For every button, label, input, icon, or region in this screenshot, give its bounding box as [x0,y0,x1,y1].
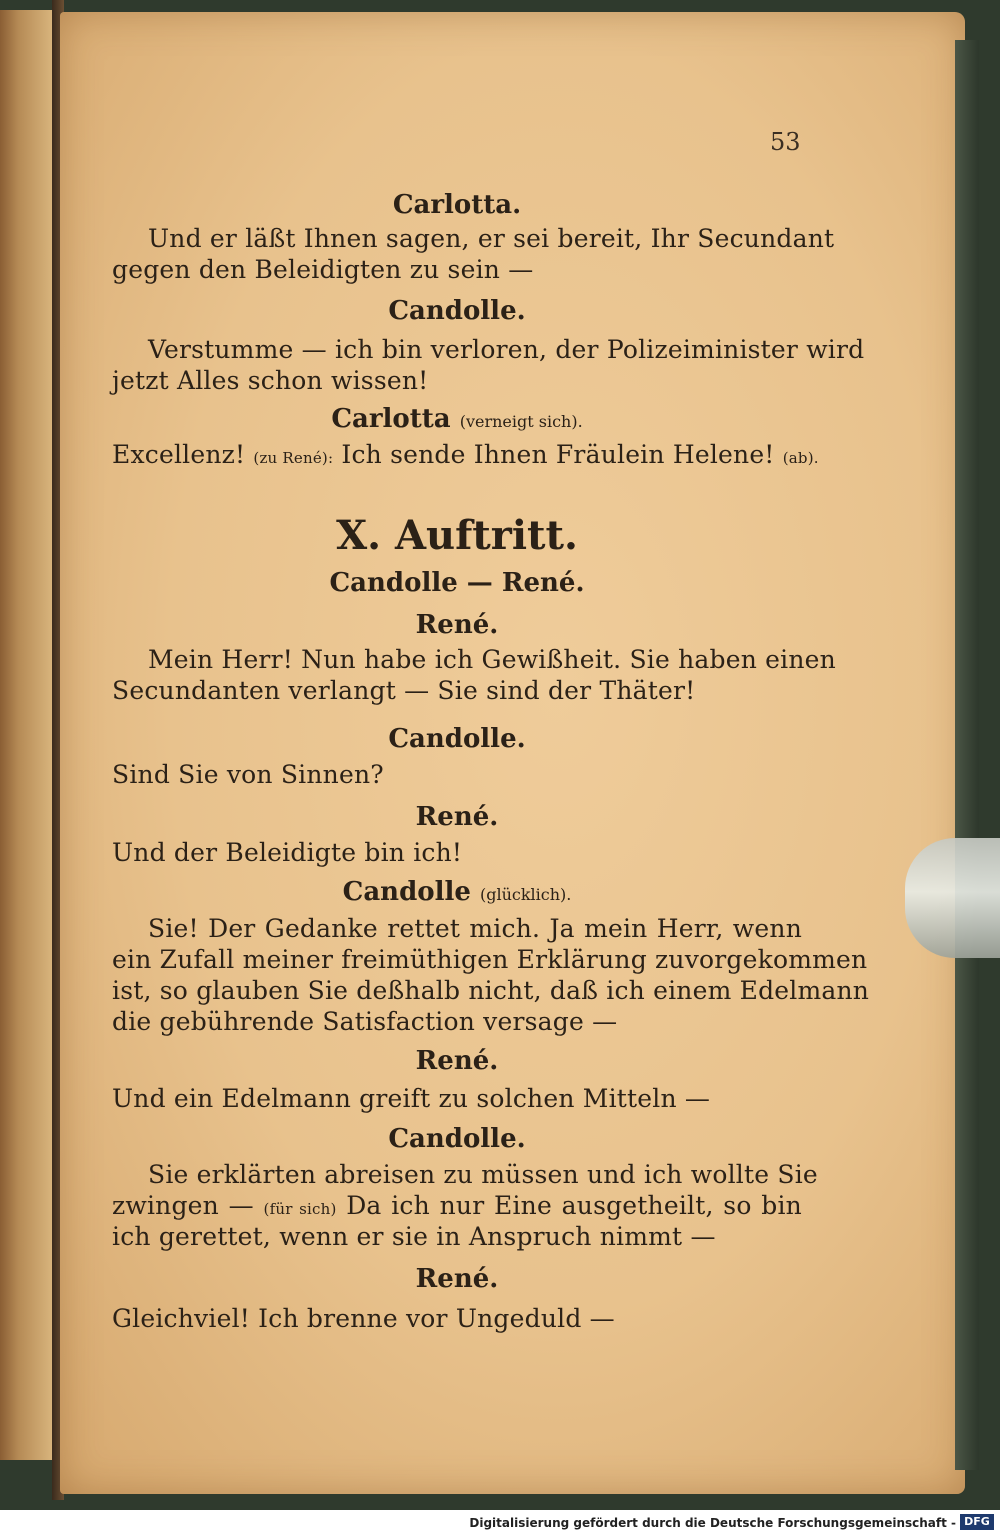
scene-title: X. Auftritt. [336,512,578,559]
text-line: ist, so glauben Sie deßhalb nicht, daß ich einem Edelmann [112,976,870,1005]
text-line: die gebührende Satisfaction versage — [112,1007,618,1036]
text-segment: zwingen — [112,1191,254,1220]
text-line: Verstumme — ich bin verloren, der Polizeiminister wird [148,335,865,364]
text-line: Sie erklärten abreisen zu müssen und ich wollte Sie [148,1160,818,1189]
speaker-name: Candolle [342,877,471,907]
text-line: Sie! Der Gedanke rettet mich. Ja mein Herr, wenn [148,914,802,943]
speaker-heading: Carlotta. [392,190,522,220]
text-line: gegen den Beleidigten zu sein — [112,255,534,284]
text-line-mixed [112,440,819,469]
speaker-heading: René. [415,1264,499,1294]
speaker-heading: Candolle. [388,724,526,754]
speaker-heading: René. [415,802,499,832]
page-stack-edge [955,40,979,1470]
text-line: Und er läßt Ihnen sagen, er sei bereit, Ihr Secundant [148,224,835,253]
text-segment: Da ich nur Eine ausgetheilt, so bin [346,1191,802,1220]
speaker-heading: René. [415,610,499,640]
left-page-edge [0,10,54,1460]
dfg-logo: DFG [960,1514,994,1530]
stage-direction: (verneigt sich). [459,412,583,431]
text-line-mixed [112,1191,802,1220]
text-line: ich gerettet, wenn er sie in Anspruch nimmt — [112,1222,716,1251]
text-segment: Ich sende Ihnen Fräulein Helene! [341,440,775,469]
text-line: Gleichviel! Ich brenne vor Ungeduld — [112,1304,615,1333]
stage-direction: (ab). [782,449,819,467]
text-line: Secundanten verlangt — Sie sind der Thäter! [112,676,696,705]
speaker-heading-with-direction [112,404,802,434]
page-clip [905,838,1000,958]
text-line: Und ein Edelmann greift zu solchen Mitteln — [112,1084,711,1113]
stage-direction: (für sich) [263,1200,337,1218]
text-line: Sind Sie von Sinnen? [112,760,384,789]
text-line: jetzt Alles schon wissen! [112,366,429,395]
page-number: 53 [770,128,801,156]
text-line: ein Zufall meiner freimüthigen Erklärung zuvorgekommen [112,945,868,974]
characters-heading: Candolle — René. [329,568,585,598]
speaker-heading: Candolle. [388,1124,526,1154]
stage-direction: (glücklich). [479,885,572,904]
speaker-heading: Candolle. [388,296,526,326]
text-line: Mein Herr! Nun habe ich Gewißheit. Sie haben einen [148,645,836,674]
stage-direction: (zu René): [253,449,334,467]
footer-credit: Digitalisierung gefördert durch die Deutsche Forschungsgemeinschaft - [469,1516,956,1530]
speaker-heading: René. [415,1046,499,1076]
text-line: Und der Beleidigte bin ich! [112,838,463,867]
text-segment: Excellenz! [112,440,246,469]
speaker-name: Carlotta [331,404,451,434]
speaker-heading-with-direction [112,877,802,907]
